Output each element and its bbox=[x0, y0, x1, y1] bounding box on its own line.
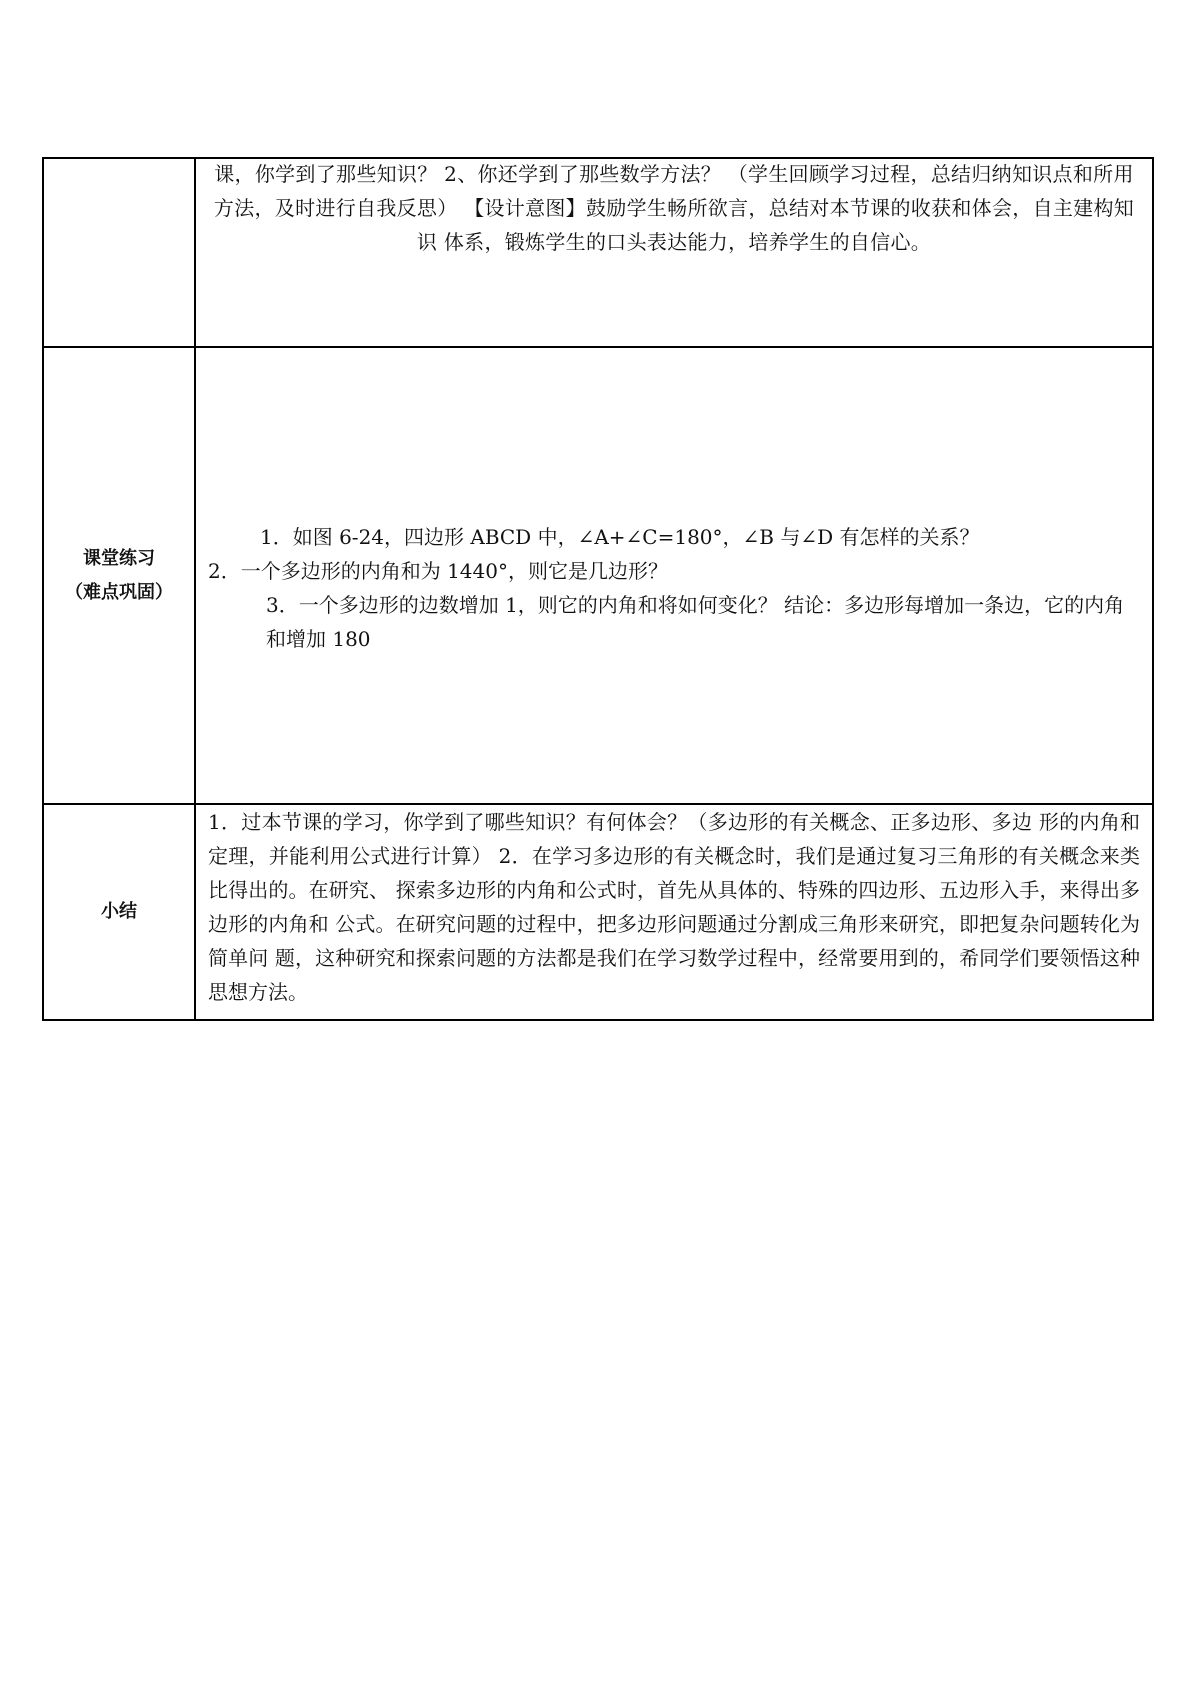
practice-sublabel: （难点巩固） bbox=[65, 581, 173, 603]
summary-text: 1．过本节课的学习，你学到了哪些知识？有何体会？（多边形的有关概念、正多边形、多边 形的内角和定理，并能利用公式进行计算） 2．在学习多边形的有关概念时，我们是通过复习三角形的有关概念来类比得出的。在研究、 探索多边形的内角和公式时，首先从具体的、特殊的四边形、五边形入手，来得出多边形的内角和 公式。在研究问题的过程中，把多边形问题通过分割成三角形来研究，即把复杂问题转化为简单问 题，这种研究和探索问题的方法都是我们在学习数学过程中，经常要用到的，希同学们要领悟这种 思想方法。 bbox=[208, 810, 1140, 1004]
practice-cell bbox=[195, 347, 1153, 804]
lesson-plan-table bbox=[42, 157, 1154, 1021]
practice-question-2: 2．一个多边形的内角和为 1440°，则它是几边形？ bbox=[208, 559, 668, 583]
summary-cell bbox=[195, 804, 1153, 1020]
reflection-text: 课，你学到了那些知识？ 2、你还学到了那些数学方法？ （学生回顾学习过程，总结归纳知识点和所用方法，及时进行自我反思） 【设计意图】鼓励学生畅所欲言，总结对本节课的收获和体会，自主建构知识 体系，锻炼学生的口头表达能力，培养学生的自信心。 bbox=[213, 162, 1135, 254]
reflection-cell bbox=[195, 158, 1153, 347]
practice-question-3: 3．一个多边形的边数增加 1，则它的内角和将如何变化？ 结论：多边形每增加一条边，它的内角和增加 180 bbox=[266, 593, 1125, 651]
practice-questions bbox=[208, 348, 1140, 656]
practice-label: 课堂练习 bbox=[83, 547, 155, 569]
table-row-summary bbox=[43, 804, 1153, 1020]
table-row-reflection bbox=[43, 158, 1153, 347]
practice-label-cell bbox=[43, 347, 195, 804]
table-row-practice bbox=[43, 347, 1153, 804]
row-label-empty bbox=[43, 158, 195, 347]
summary-label: 小结 bbox=[43, 804, 195, 1020]
practice-question-1: 1．如图 6-24，四边形 ABCD 中，∠A+∠C=180°，∠B 与∠D 有怎样的关系？ bbox=[260, 525, 980, 549]
